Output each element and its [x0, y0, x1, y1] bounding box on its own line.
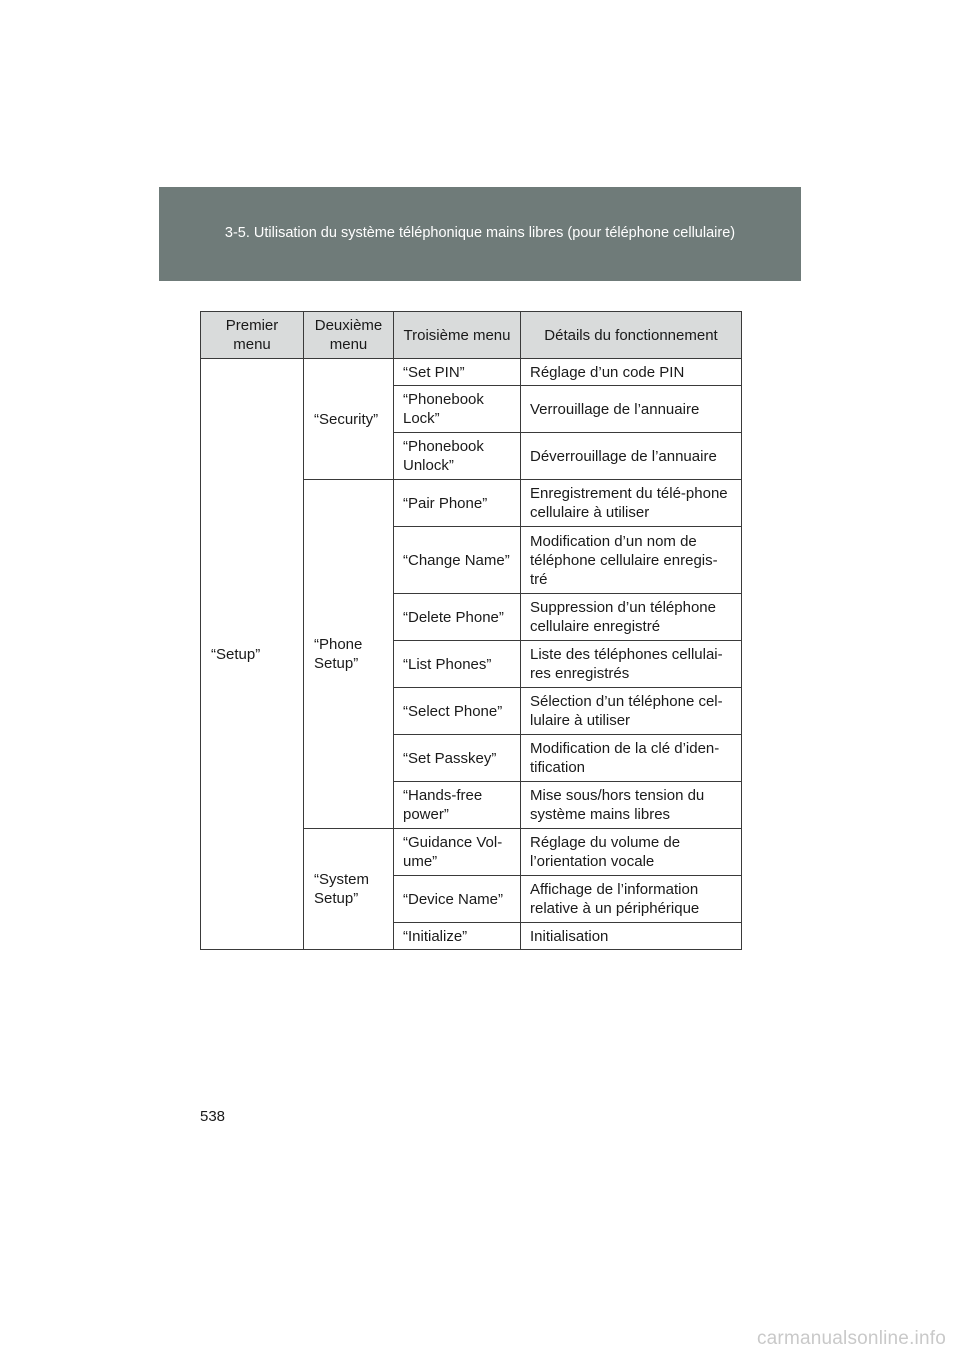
- watermark: carmanualsonline.info: [756, 1328, 946, 1349]
- third-menu-cell: “Set Passkey”: [394, 735, 521, 782]
- menu-table: [200, 311, 742, 950]
- table-row: [201, 359, 742, 386]
- details-cell: Modification de la clé d’iden-tification: [521, 735, 742, 782]
- second-menu-cell: “System Setup”: [304, 829, 394, 950]
- section-header-band: [159, 187, 801, 281]
- third-menu-cell: “Change Name”: [394, 527, 521, 594]
- details-cell: Liste des téléphones cellulai-res enregistrés: [521, 641, 742, 688]
- column-header: Détails du fonctionnement: [521, 312, 742, 359]
- details-cell: Verrouillage de l’annuaire: [521, 386, 742, 433]
- details-cell: Sélection d’un téléphone cel-lulaire à utiliser: [521, 688, 742, 735]
- third-menu-cell: “Phonebook Lock”: [394, 386, 521, 433]
- third-menu-cell: “Guidance Vol-ume”: [394, 829, 521, 876]
- details-cell: Réglage d’un code PIN: [521, 359, 742, 386]
- details-cell: Initialisation: [521, 923, 742, 950]
- third-menu-cell: “List Phones”: [394, 641, 521, 688]
- column-header: Premier menu: [201, 312, 304, 359]
- third-menu-cell: “Phonebook Unlock”: [394, 433, 521, 480]
- third-menu-cell: “Select Phone”: [394, 688, 521, 735]
- column-header: Deuxième menu: [304, 312, 394, 359]
- details-cell: Affichage de l’information relative à un périphérique: [521, 876, 742, 923]
- second-menu-cell: “Phone Setup”: [304, 480, 394, 829]
- details-cell: Suppression d’un téléphone cellulaire enregistré: [521, 594, 742, 641]
- details-cell: Réglage du volume de l’orientation vocale: [521, 829, 742, 876]
- column-header: Troisième menu: [394, 312, 521, 359]
- table-header-row: [201, 312, 742, 359]
- third-menu-cell: “Delete Phone”: [394, 594, 521, 641]
- details-cell: Modification d’un nom de téléphone cellulaire enregis-tré: [521, 527, 742, 594]
- second-menu-cell: “Security”: [304, 359, 394, 480]
- third-menu-cell: “Hands-free power”: [394, 782, 521, 829]
- section-title: 3-5. Utilisation du système téléphonique mains libres (pour téléphone cellulaire): [224, 225, 736, 241]
- third-menu-cell: “Initialize”: [394, 923, 521, 950]
- third-menu-cell: “Set PIN”: [394, 359, 521, 386]
- page-number: 538: [200, 1108, 226, 1125]
- details-cell: Enregistrement du télé-phone cellulaire à utiliser: [521, 480, 742, 527]
- first-menu-cell: “Setup”: [201, 359, 304, 950]
- third-menu-cell: “Pair Phone”: [394, 480, 521, 527]
- details-cell: Déverrouillage de l’annuaire: [521, 433, 742, 480]
- third-menu-cell: “Device Name”: [394, 876, 521, 923]
- details-cell: Mise sous/hors tension du système mains libres: [521, 782, 742, 829]
